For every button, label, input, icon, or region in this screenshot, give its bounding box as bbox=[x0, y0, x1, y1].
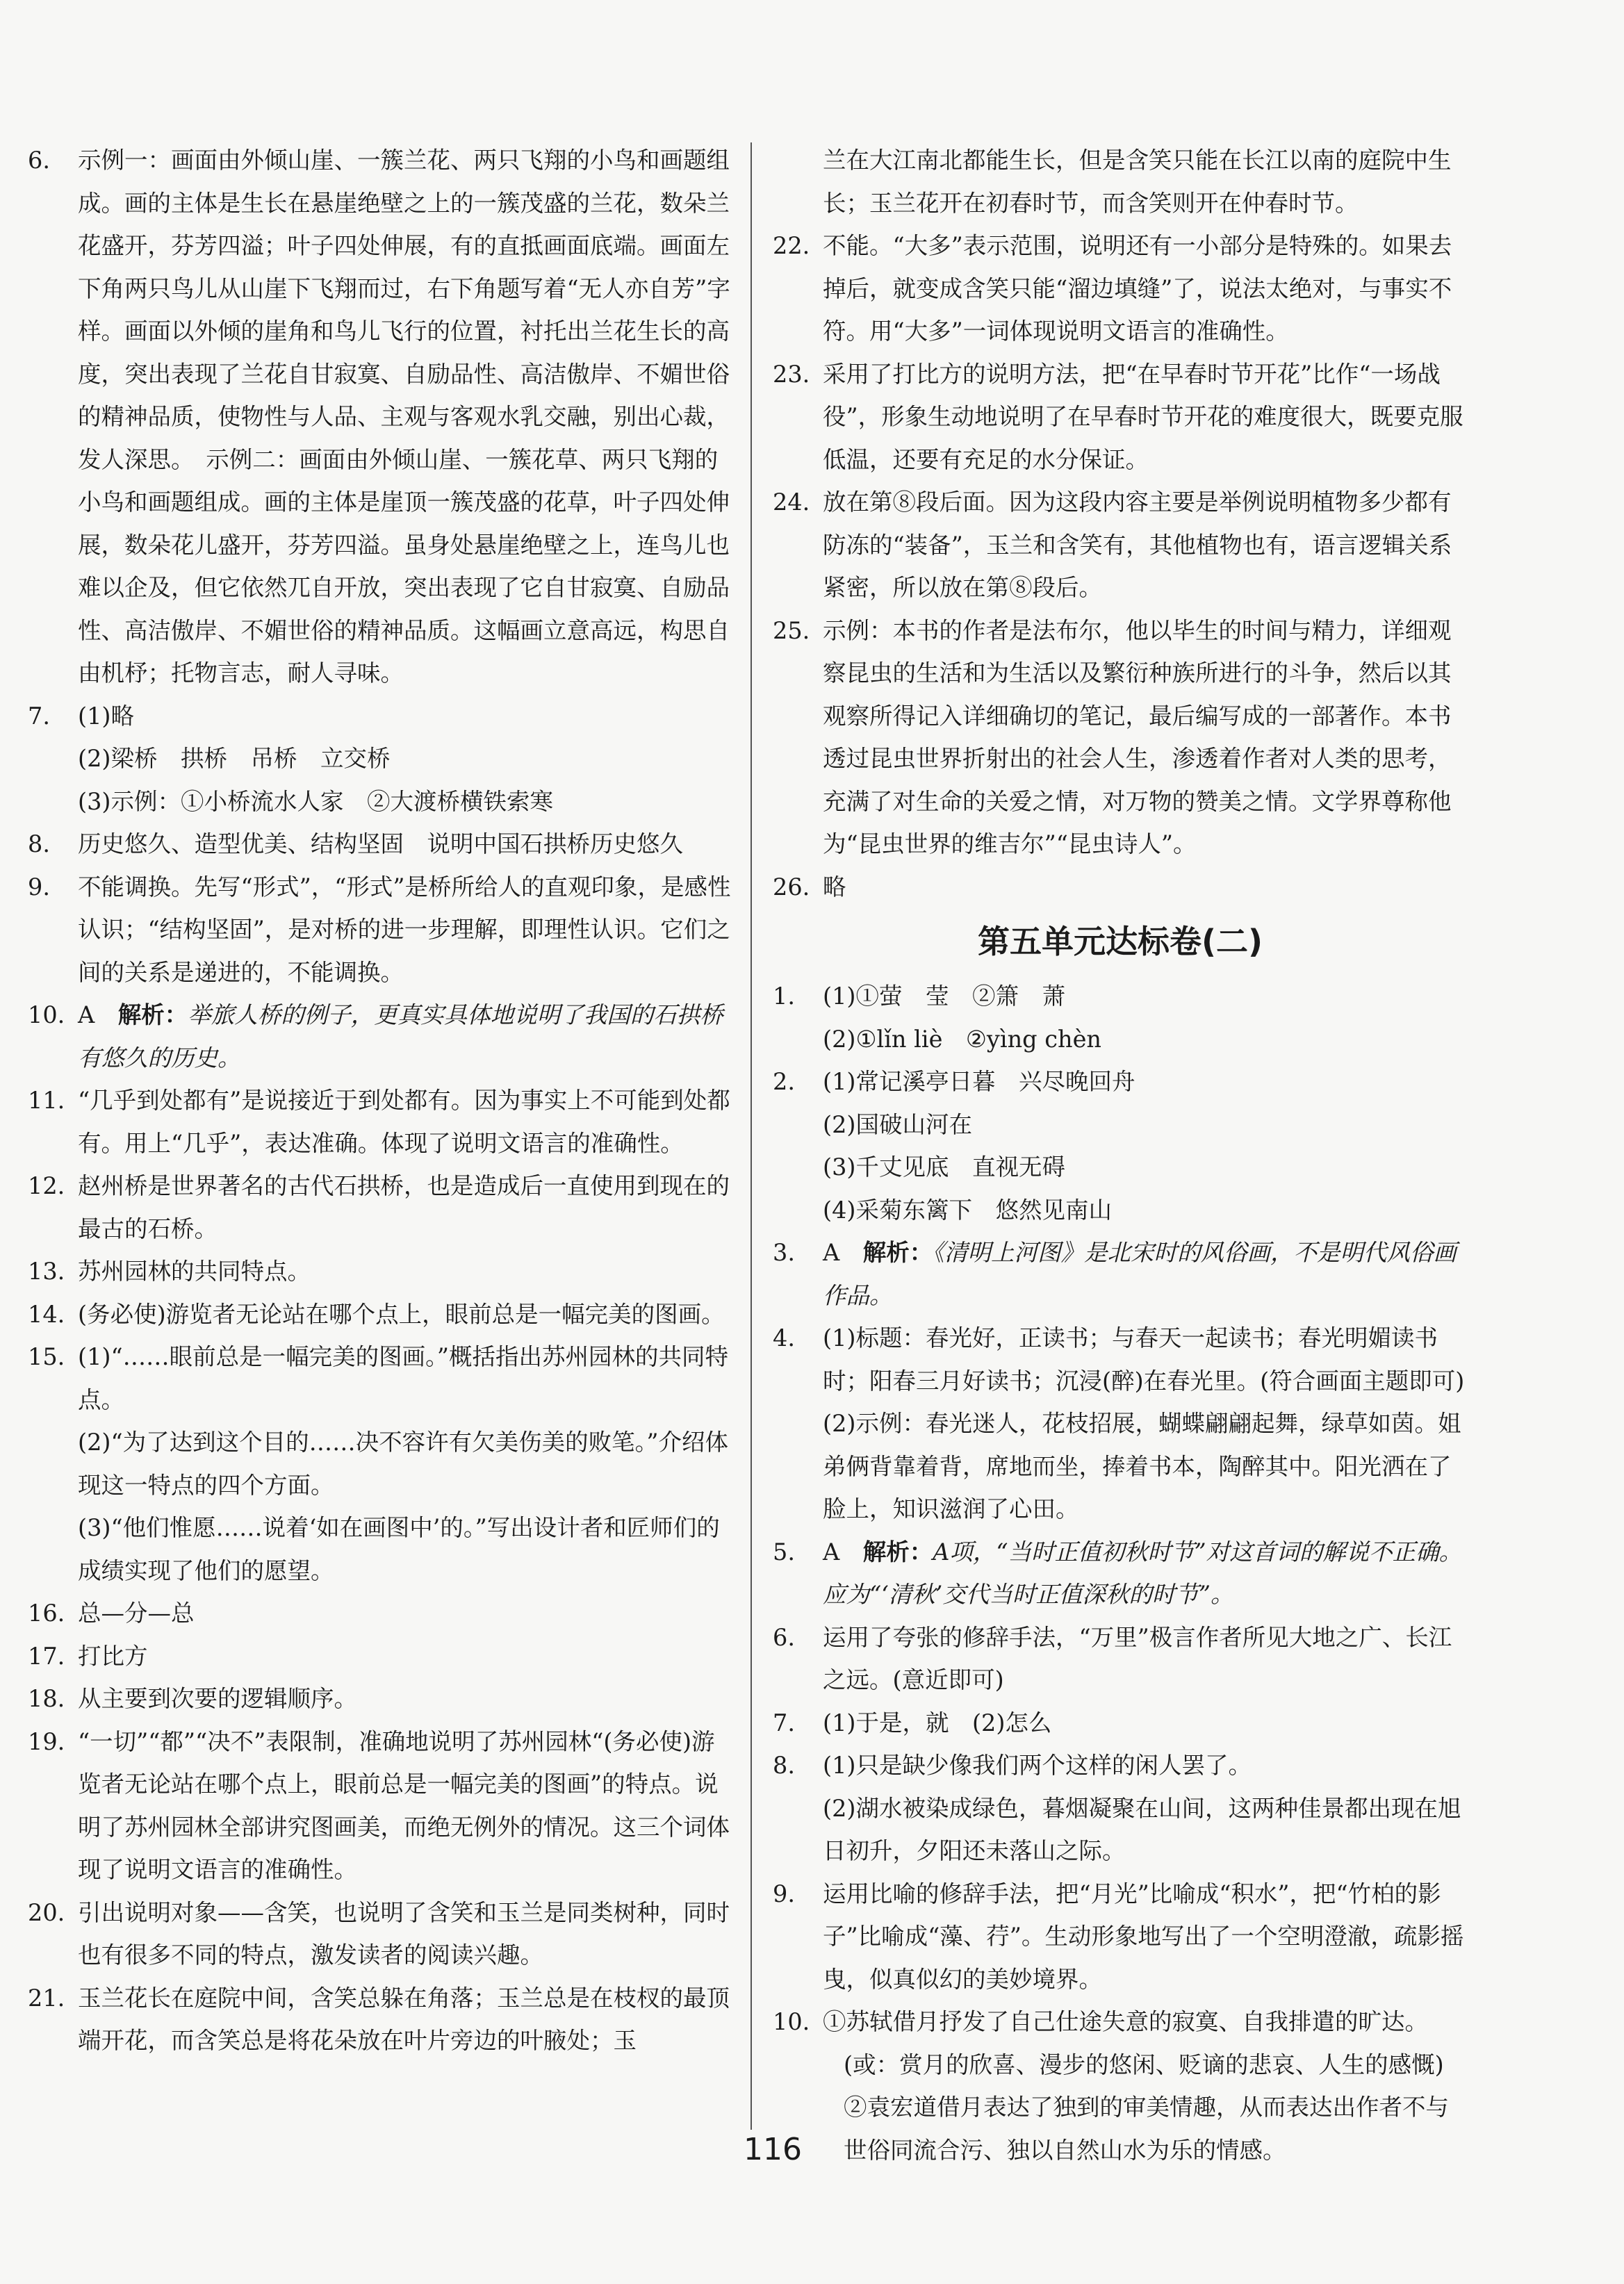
answer-subpart: (3)“他们惟愿……说着‘如在画图中’的。”写出设计者和匠师们的成绩实现了他们的愿望。 bbox=[78, 1514, 720, 1584]
answer-text bbox=[78, 866, 733, 994]
answer-item bbox=[773, 481, 1468, 609]
answer-value: (1)只是缺少像我们两个这样的闲人罢了。 bbox=[823, 1752, 1252, 1779]
question-number: 25. bbox=[773, 616, 810, 644]
answer-text bbox=[823, 1616, 1468, 1702]
answer-value: 从主要到次要的逻辑顺序。 bbox=[78, 1685, 357, 1712]
question-number: 11. bbox=[28, 1087, 65, 1114]
answer-subpart: (2)湖水被染成绿色，暮烟凝聚在山间，这两种佳景都出现在旭日初升，夕阳还未落山之际。 bbox=[823, 1794, 1461, 1864]
answer-text bbox=[78, 1677, 733, 1720]
analysis-label: 解析： bbox=[117, 1001, 188, 1028]
answer-item bbox=[28, 1891, 733, 1977]
question-number: 7. bbox=[28, 702, 50, 730]
question-number: 1. bbox=[773, 983, 795, 1010]
column-divider bbox=[751, 142, 752, 2130]
answer-text bbox=[78, 994, 733, 1079]
answer-item bbox=[28, 1336, 733, 1421]
question-number: 16. bbox=[28, 1600, 65, 1627]
section-title: 第五单元达标卷(二) bbox=[977, 923, 1263, 960]
answer-value: 运用了夸张的修辞手法，“万里”极言作者所见大地之广、长江之远。(意近即可) bbox=[823, 1623, 1452, 1693]
answer-value: (1)略 bbox=[78, 702, 134, 730]
answer-item bbox=[28, 866, 733, 994]
question-number: 15. bbox=[28, 1343, 65, 1370]
answer-value: 引出说明对象——含笑，也说明了含笑和玉兰是同类树种，同时也有很多不同的特点，激发读者的阅读兴趣。 bbox=[78, 1898, 730, 1969]
question-number: 9. bbox=[28, 873, 50, 901]
answer-value: A bbox=[823, 1538, 840, 1566]
question-number: 14. bbox=[28, 1300, 65, 1328]
answer-text bbox=[78, 1250, 733, 1293]
answer-subpart: (3)示例：①小桥流水人家 ②大渡桥横铁索寒 bbox=[78, 787, 553, 815]
answer-subpart: (2)国破山河在 bbox=[823, 1110, 972, 1138]
answer-text bbox=[823, 1060, 1468, 1103]
question-number: 17. bbox=[28, 1642, 65, 1670]
answer-value: 玉兰花长在庭院中间，含笑总躲在角落；玉兰总是在枝杈的最顶端开花，而含笑总是将花朵放在叶片旁边的叶腋处；玉 bbox=[78, 1984, 730, 2054]
answer-item bbox=[28, 695, 733, 738]
analysis-label: 解析： bbox=[862, 1538, 933, 1566]
answer-value: 历史悠久、造型优美、结构坚固 说明中国石拱桥历史悠久 bbox=[78, 830, 683, 857]
answer-text bbox=[78, 1635, 733, 1678]
answer-subpart: (2)示例：春光迷人，花枝招展，蝴蝶翩翩起舞，绿草如茵。姐弟俩背靠着背，席地而坐，捧着书本，陶醉其中。阳光洒在了脸上，知识滋润了心田。 bbox=[823, 1410, 1461, 1522]
question-number: 23. bbox=[773, 360, 810, 388]
answer-text bbox=[823, 481, 1468, 609]
answer-subpart: (或：赏月的欣喜、漫步的悠闲、贬谪的悲哀、人生的感慨) bbox=[844, 2051, 1444, 2078]
answer-item bbox=[28, 1592, 733, 1635]
answer-item bbox=[773, 1873, 1468, 2001]
answer-value: A bbox=[823, 1239, 840, 1266]
analysis-text: A项，“当时正值初秋时节”对这首词的解说不正确。应为“‘清秋’交代当时正值深秋的时节”。 bbox=[823, 1538, 1463, 1608]
answer-text bbox=[823, 866, 1468, 909]
answer-text bbox=[823, 1702, 1468, 1745]
answer-item bbox=[28, 1079, 733, 1165]
answer-value: 总—分—总 bbox=[78, 1600, 195, 1627]
answer-text bbox=[78, 695, 733, 738]
answer-subpart: (2)“为了达到这个目的……决不容许有欠美伤美的败笔。”介绍体现这一特点的四个方面。 bbox=[78, 1429, 728, 1499]
answer-value: ①苏轼借月抒发了自己仕途失意的寂寞、自我排遣的旷达。 bbox=[823, 2008, 1428, 2035]
answer-text bbox=[78, 1293, 733, 1336]
answer-value: 打比方 bbox=[78, 1642, 148, 1670]
answer-item bbox=[28, 1250, 733, 1293]
analysis-text: 《清明上河图》是北宋时的风俗画，不是明代风俗画作品。 bbox=[823, 1239, 1457, 1309]
question-number: 18. bbox=[28, 1685, 65, 1712]
answer-value: 示例一：画面由外倾山崖、一簇兰花、两只飞翔的小鸟和画题组成。画的主体是生长在悬崖绝壁之上的一簇茂盛的兰花，数朵兰花盛开，芬芳四溢；叶子四处伸展，有的直抵画面底端。画面左下角两只鸟儿从山崖下飞翔而过，右下角题写着“无人亦自芳”字样。画面以外倾的崖角和鸟儿飞行的位置，衬托出兰花生长的高度，突出表现了兰花自甘寂寞、自励品性、高洁傲岸、不媚世俗的精神品质，使物性与人品、主观与客观水乳交融，别出心裁，发人深思。 示例二：画面由外倾山崖、一簇花草、两只飞翔的小鸟和画题组成。画的主体是崖顶一簇茂盛的花草，叶子四处伸展，数朵花儿盛开，芬芳四溢。虽身处悬崖绝壁之上，连鸟儿也难以企及，但它依然兀自开放，突出表现了它自甘寂寞、自励品性、高洁傲岸、不媚世俗的精神品质。这幅画立意高远，构思自由机杼；托物言志，耐人寻味。 bbox=[78, 147, 730, 687]
answer-item bbox=[773, 2000, 1468, 2044]
answer-item bbox=[28, 1165, 733, 1250]
answer-text bbox=[823, 1744, 1468, 1787]
question-number: 8. bbox=[28, 830, 50, 857]
answer-continuation: 兰在大江南北都能生长，但是含笑只能在长江以南的庭院中生长；玉兰花开在初春时节，而含笑则开在仲春时节。 bbox=[823, 147, 1452, 217]
answer-text bbox=[823, 1873, 1468, 2001]
answer-item bbox=[28, 1720, 733, 1891]
answer-item bbox=[28, 1293, 733, 1336]
question-number: 24. bbox=[773, 488, 810, 516]
question-number: 7. bbox=[773, 1709, 795, 1736]
answer-value: 放在第⑧段后面。因为这段内容主要是举例说明植物多少都有防冻的“装备”，玉兰和含笑有，其他植物也有，语言逻辑关系紧密，所以放在第⑧段后。 bbox=[823, 488, 1452, 601]
answer-value: 苏州园林的共同特点。 bbox=[78, 1258, 311, 1285]
question-number: 2. bbox=[773, 1068, 795, 1095]
answer-item bbox=[28, 823, 733, 866]
analysis-text: 举旅人桥的例子，更真实具体地说明了我国的石拱桥有悠久的历史。 bbox=[78, 1001, 723, 1071]
question-number: 6. bbox=[773, 1623, 795, 1651]
answer-value: “几乎到处都有”是说接近于到处都有。因为事实上不可能到处都有。用上“几乎”，表达准确。体现了说明文语言的准确性。 bbox=[78, 1087, 730, 1157]
answer-item bbox=[28, 994, 733, 1079]
answer-value: 采用了打比方的说明方法，把“在早春时节开花”比作“一场战役”，形象生动地说明了在早春时节开花的难度很大，既要克服低温，还要有充足的水分保证。 bbox=[823, 360, 1463, 473]
left-column bbox=[28, 139, 733, 2062]
question-number: 10. bbox=[28, 1001, 65, 1028]
question-number: 9. bbox=[773, 1880, 795, 1907]
answer-subpart: (4)采菊东篱下 悠然见南山 bbox=[823, 1196, 1112, 1224]
answer-text bbox=[823, 609, 1468, 866]
answer-value: 示例：本书的作者是法布尔，他以毕生的时间与精力，详细观察昆虫的生活和为生活以及繁衍种族所进行的斗争，然后以其观察所得记入详细确切的笔记，最后编写成的一部著作。本书透过昆虫世界折射出的社会人生，渗透着作者对人类的思考，充满了对生命的关爱之情，对万物的赞美之情。文学界尊称他为“昆虫世界的维吉尔”“昆虫诗人”。 bbox=[823, 616, 1452, 857]
answer-item bbox=[773, 353, 1468, 482]
answer-text bbox=[78, 1720, 733, 1891]
question-number: 21. bbox=[28, 1984, 65, 2012]
answer-text bbox=[78, 1891, 733, 1977]
question-number: 6. bbox=[28, 147, 50, 174]
question-number: 10. bbox=[773, 2008, 810, 2035]
answer-subpart: (3)千丈见底 直视无碍 bbox=[823, 1153, 1065, 1181]
answer-subpart: ②袁宏道借月表达了独到的审美情趣，从而表达出作者不与世俗同流合污、独以自然山水为乐的情感。 bbox=[844, 2094, 1449, 2164]
answer-value: (1)标题：春光好，正读书；与春天一起读书；春光明媚读书时；阳春三月好读书；沉浸(醉)在春光里。(符合画面主题即可) bbox=[823, 1324, 1465, 1395]
answer-text bbox=[823, 1531, 1468, 1616]
question-number: 8. bbox=[773, 1752, 795, 1779]
answer-item bbox=[773, 866, 1468, 909]
answer-value: (1)于是，就 (2)怎么 bbox=[823, 1709, 1052, 1736]
question-number: 12. bbox=[28, 1172, 65, 1199]
answer-item bbox=[773, 1531, 1468, 1616]
answer-value: (1)“……眼前总是一幅完美的图画。”概括指出苏州园林的共同特点。 bbox=[78, 1343, 728, 1413]
answer-item bbox=[773, 1060, 1468, 1103]
answer-item bbox=[773, 1317, 1468, 1402]
question-number: 26. bbox=[773, 873, 810, 901]
answer-value: 不能。“大多”表示范围，说明还有一小部分是特殊的。如果去掉后，就变成含笑只能“溜边填缝”了，说法太绝对，与事实不符。用“大多”一词体现说明文语言的准确性。 bbox=[823, 232, 1452, 345]
answer-value: A bbox=[78, 1001, 95, 1028]
answer-text bbox=[78, 1079, 733, 1165]
answer-item bbox=[28, 1635, 733, 1678]
answer-value: “一切”“都”“决不”表限制，准确地说明了苏州园林“(务必使)游览者无论站在哪个点上，眼前总是一幅完美的图画”的特点。说明了苏州园林全部讲究图画美，而绝无例外的情况。这三个词体现了说明文语言的准确性。 bbox=[78, 1727, 730, 1883]
question-number: 5. bbox=[773, 1538, 795, 1566]
answer-item bbox=[28, 1977, 733, 2062]
answer-value: (1)①萤 莹 ②箫 萧 bbox=[823, 983, 1065, 1010]
answer-item bbox=[28, 1677, 733, 1720]
answer-text bbox=[78, 1977, 733, 2062]
answer-text bbox=[78, 1165, 733, 1250]
right-column bbox=[773, 139, 1468, 2171]
answer-text bbox=[823, 2000, 1468, 2044]
question-number: 3. bbox=[773, 1239, 795, 1266]
answer-text bbox=[823, 353, 1468, 482]
answer-item bbox=[28, 139, 733, 695]
answer-item bbox=[773, 1744, 1468, 1787]
answer-text bbox=[823, 1317, 1468, 1402]
answer-subpart: (2)梁桥 拱桥 吊桥 立交桥 bbox=[78, 745, 391, 772]
page-number: 116 bbox=[744, 2132, 802, 2167]
question-number: 13. bbox=[28, 1258, 65, 1285]
question-number: 19. bbox=[28, 1727, 65, 1755]
answer-item bbox=[773, 609, 1468, 866]
answer-value: (1)常记溪亭日暮 兴尽晚回舟 bbox=[823, 1068, 1135, 1095]
answer-value: 不能调换。先写“形式”，“形式”是桥所给人的直观印象，是感性认识；“结构坚固”，是对桥的进一步理解，即理性认识。它们之间的关系是递进的，不能调换。 bbox=[78, 873, 731, 986]
answer-text bbox=[78, 823, 733, 866]
question-number: 22. bbox=[773, 232, 810, 259]
answer-text bbox=[823, 224, 1468, 353]
answer-item bbox=[773, 224, 1468, 353]
analysis-label: 解析： bbox=[862, 1239, 933, 1266]
answer-value: 运用比喻的修辞手法，把“月光”比喻成“积水”，把“竹柏的影子”比喻成“藻、荇”。生动形象地写出了一个空明澄澈，疏影摇曳，似真似幻的美妙境界。 bbox=[823, 1880, 1464, 1993]
question-number: 20. bbox=[28, 1898, 65, 1926]
answer-item bbox=[773, 1702, 1468, 1745]
question-number: 4. bbox=[773, 1324, 795, 1351]
answer-text bbox=[823, 1231, 1468, 1317]
answer-text bbox=[823, 975, 1468, 1018]
answer-text bbox=[78, 139, 733, 695]
answer-item bbox=[773, 1616, 1468, 1702]
answer-item bbox=[773, 975, 1468, 1018]
answer-value: 略 bbox=[823, 873, 846, 901]
answer-text bbox=[78, 1336, 733, 1421]
answer-value: (务必使)游览者无论站在哪个点上，眼前总是一幅完美的图画。 bbox=[78, 1300, 725, 1328]
answer-text bbox=[78, 1592, 733, 1635]
answer-item bbox=[773, 1231, 1468, 1317]
answer-value: 赵州桥是世界著名的古代石拱桥，也是造成后一直使用到现在的最古的石桥。 bbox=[78, 1172, 730, 1242]
answer-subpart: (2)①lǐn liè ②yìng chèn bbox=[823, 1025, 1101, 1053]
